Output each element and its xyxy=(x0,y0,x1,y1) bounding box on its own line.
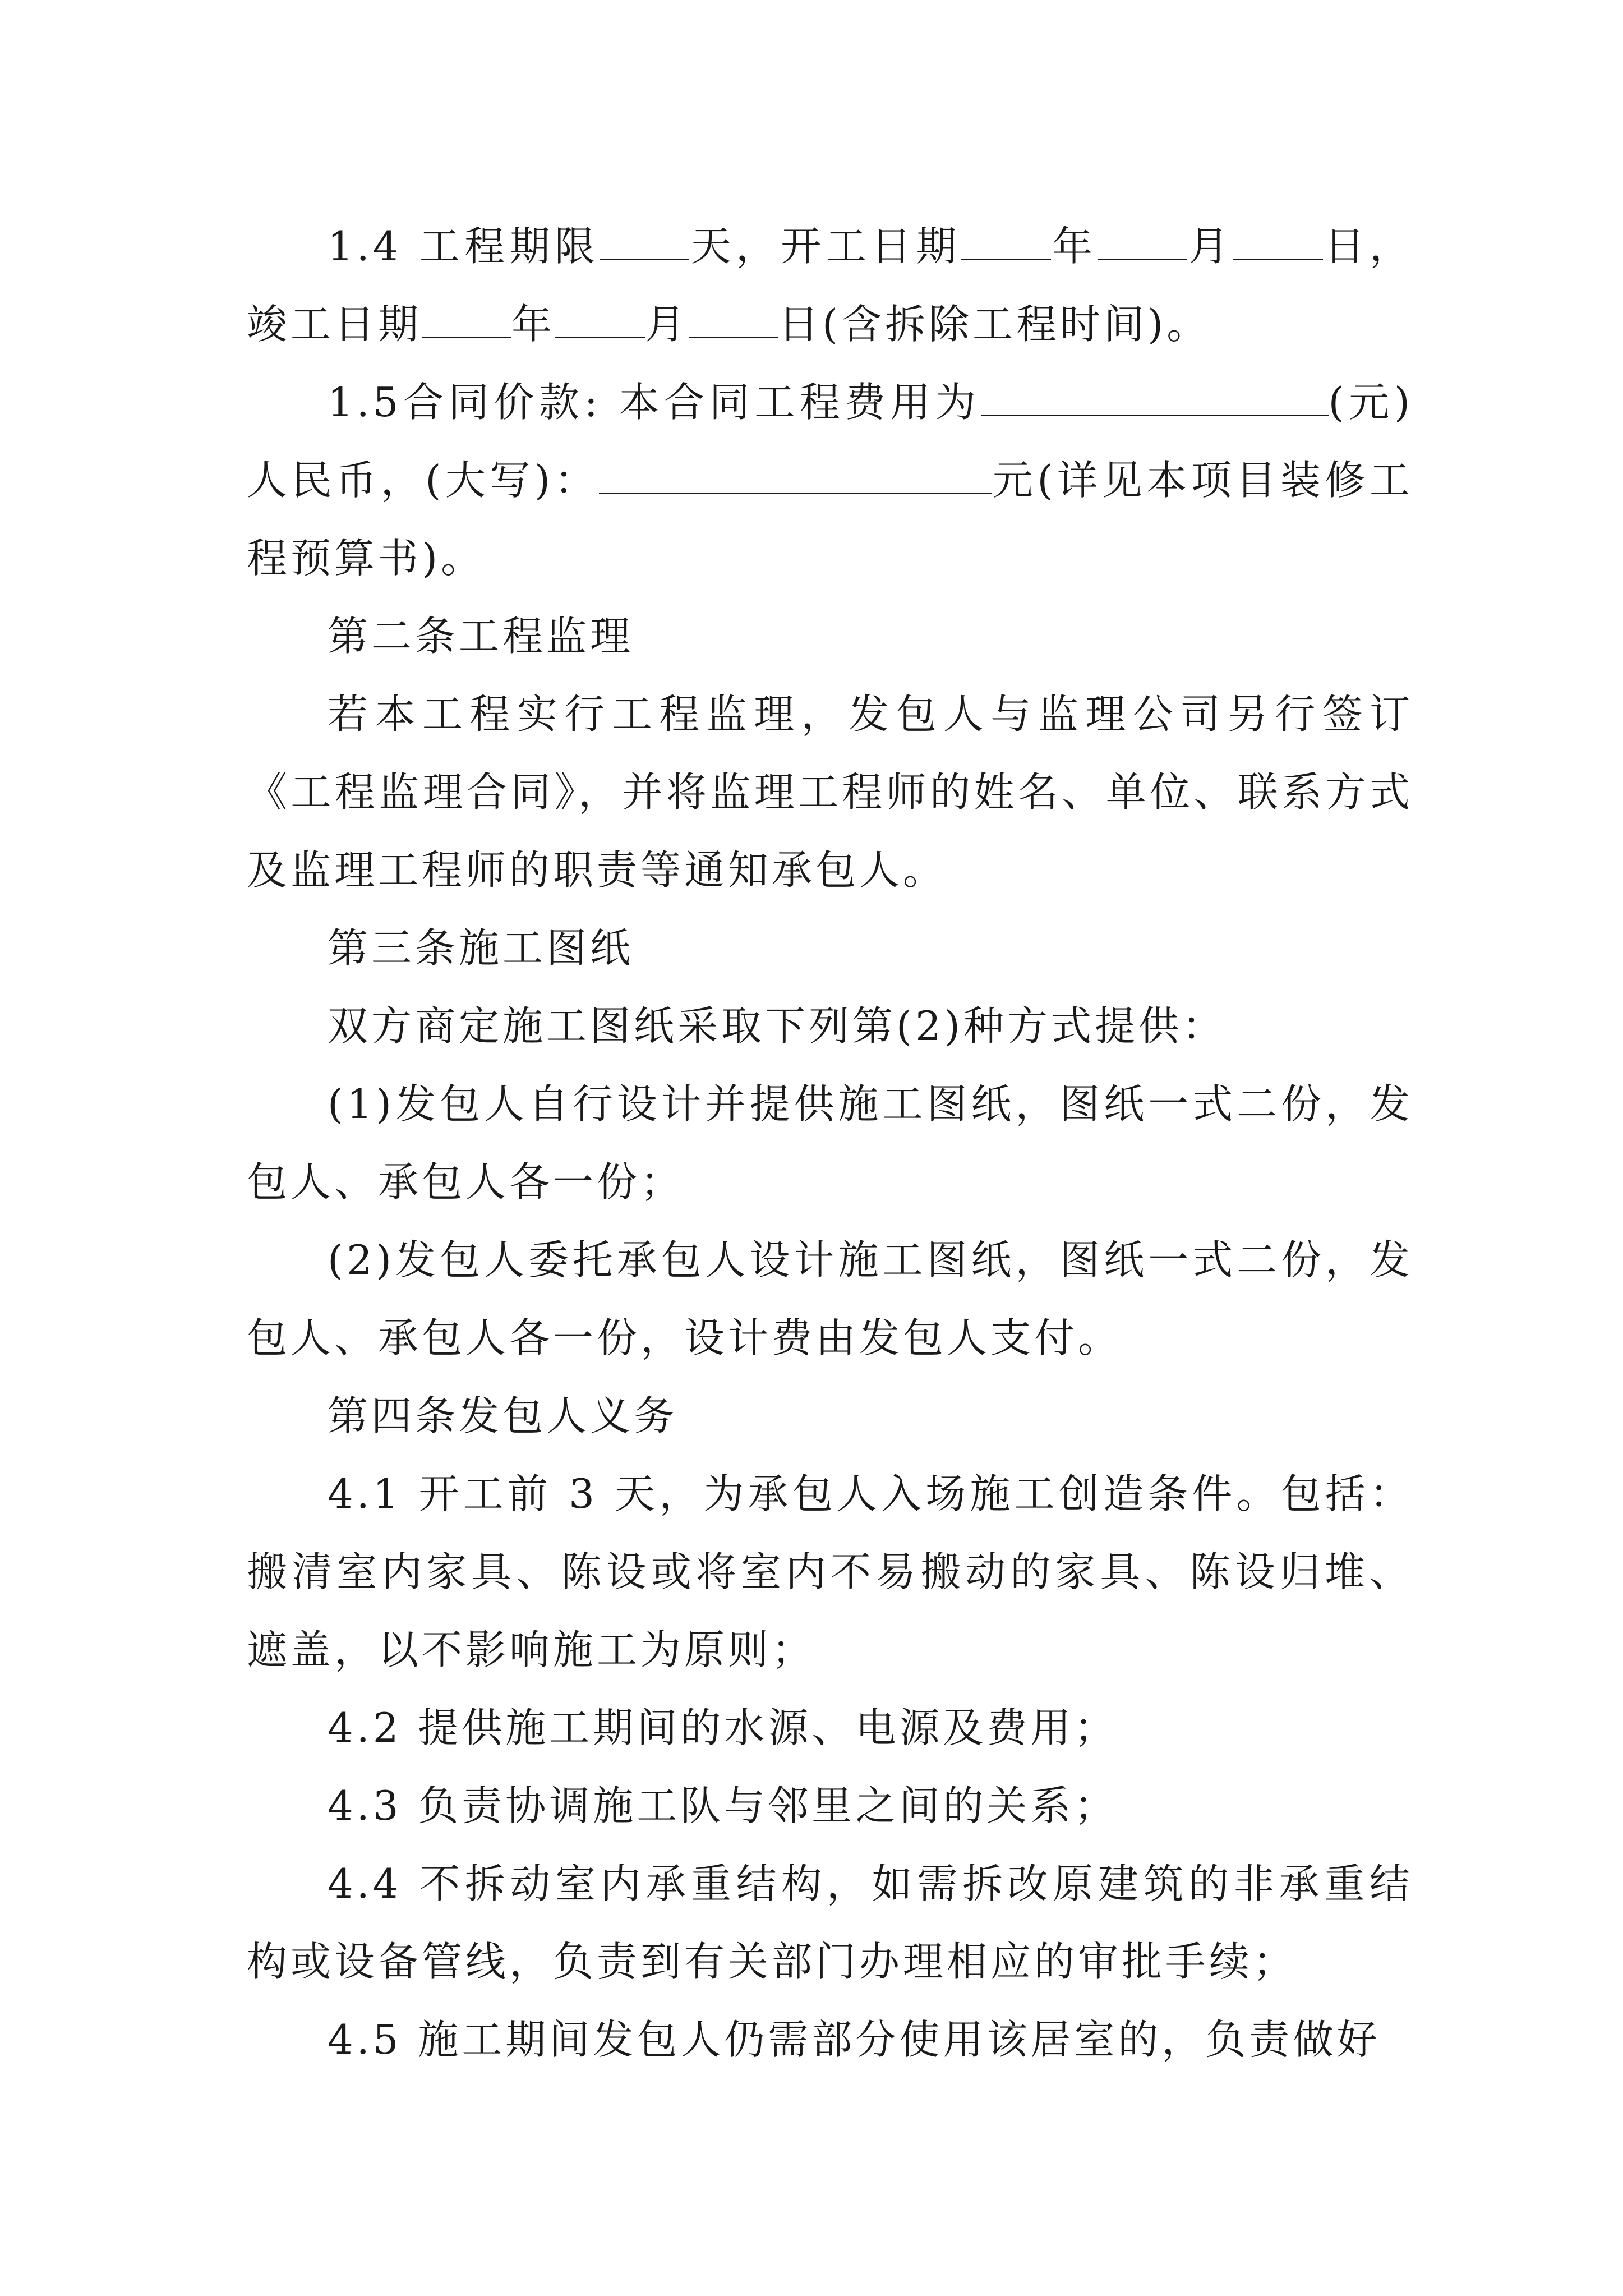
blank-end-month xyxy=(555,298,645,338)
clause-1-5 xyxy=(247,364,1413,597)
clause-1-4-text-3: 年 xyxy=(1050,223,1098,270)
blank-start-day xyxy=(1233,220,1323,260)
clause-1-4 xyxy=(247,208,1413,364)
clause-1-5-text-3: 元(详见本项目装修工程预算书)。 xyxy=(247,457,1413,582)
clause-1-5-text-1: 1.5合同价款: 本合同工程费用为 xyxy=(328,379,981,426)
clause-1-4-text-2: 天，开工日期 xyxy=(689,223,961,270)
clause-1-4-text-4: 月 xyxy=(1187,223,1234,270)
article-4-item-4-2: 4.2 提供施工期间的水源、电源及费用； xyxy=(328,1704,1118,1751)
article-4-item-4-5: 4.5 施工期间发包人仍需部分使用该居室的，负责做好 xyxy=(328,2016,1381,2063)
blank-start-year xyxy=(961,220,1051,260)
article-2-body: 若本工程实行工程监理，发包人与监理公司另行签订《工程监理合同》，并将监理工程师的姓名、单位、联系方式及监理工程师的职责等通知承包人。 xyxy=(247,691,1413,894)
article-3-heading: 第三条施工图纸 xyxy=(328,924,634,972)
blank-price-words xyxy=(599,454,992,494)
clause-1-4-text-8: 日(含拆除工程时间)。 xyxy=(778,301,1211,348)
article-4-item-4-1: 4.1 开工前 3 天，为承包人入场施工创造条件。包括：搬清室内家具、陈设或将室内不易搬动的家具、陈设归堆、遮盖，以不影响施工为原则； xyxy=(247,1470,1413,1673)
blank-end-day xyxy=(689,298,778,338)
article-4-item-4-3: 4.3 负责协调施工队与邻里之间的关系； xyxy=(328,1782,1118,1829)
article-2-heading: 第二条工程监理 xyxy=(328,613,634,660)
blank-end-year xyxy=(422,298,511,338)
article-4-heading: 第四条发包人义务 xyxy=(328,1392,678,1439)
clause-1-4-text-7: 月 xyxy=(645,301,689,348)
article-4-item-4-4: 4.4 不拆动室内承重结构，如需拆改原建筑的非承重结构或设备管线，负责到有关部门办理相应的审批手续； xyxy=(247,1860,1413,1985)
contract-body xyxy=(247,208,1413,2079)
article-3-item-1: (1)发包人自行设计并提供施工图纸，图纸一式二份，发包人、承包人各一份； xyxy=(247,1080,1413,1205)
clause-1-4-text-5: 日，竣工日期 xyxy=(247,223,1413,348)
article-3-intro: 双方商定施工图纸采取下列第(2)种方式提供： xyxy=(328,1002,1226,1050)
blank-price-numeric xyxy=(981,376,1329,416)
clause-1-4-text-1: 1.4 工程期限 xyxy=(328,223,600,270)
clause-1-5-text-2: (元)人民币，(大写)： xyxy=(247,379,1413,504)
article-3-item-2: (2)发包人委托承包人设计施工图纸，图纸一式二份，发包人、承包人各一份，设计费由发包人支付。 xyxy=(247,1236,1413,1361)
blank-start-month xyxy=(1098,220,1187,260)
blank-days xyxy=(600,220,689,260)
clause-1-4-text-6: 年 xyxy=(511,301,556,348)
